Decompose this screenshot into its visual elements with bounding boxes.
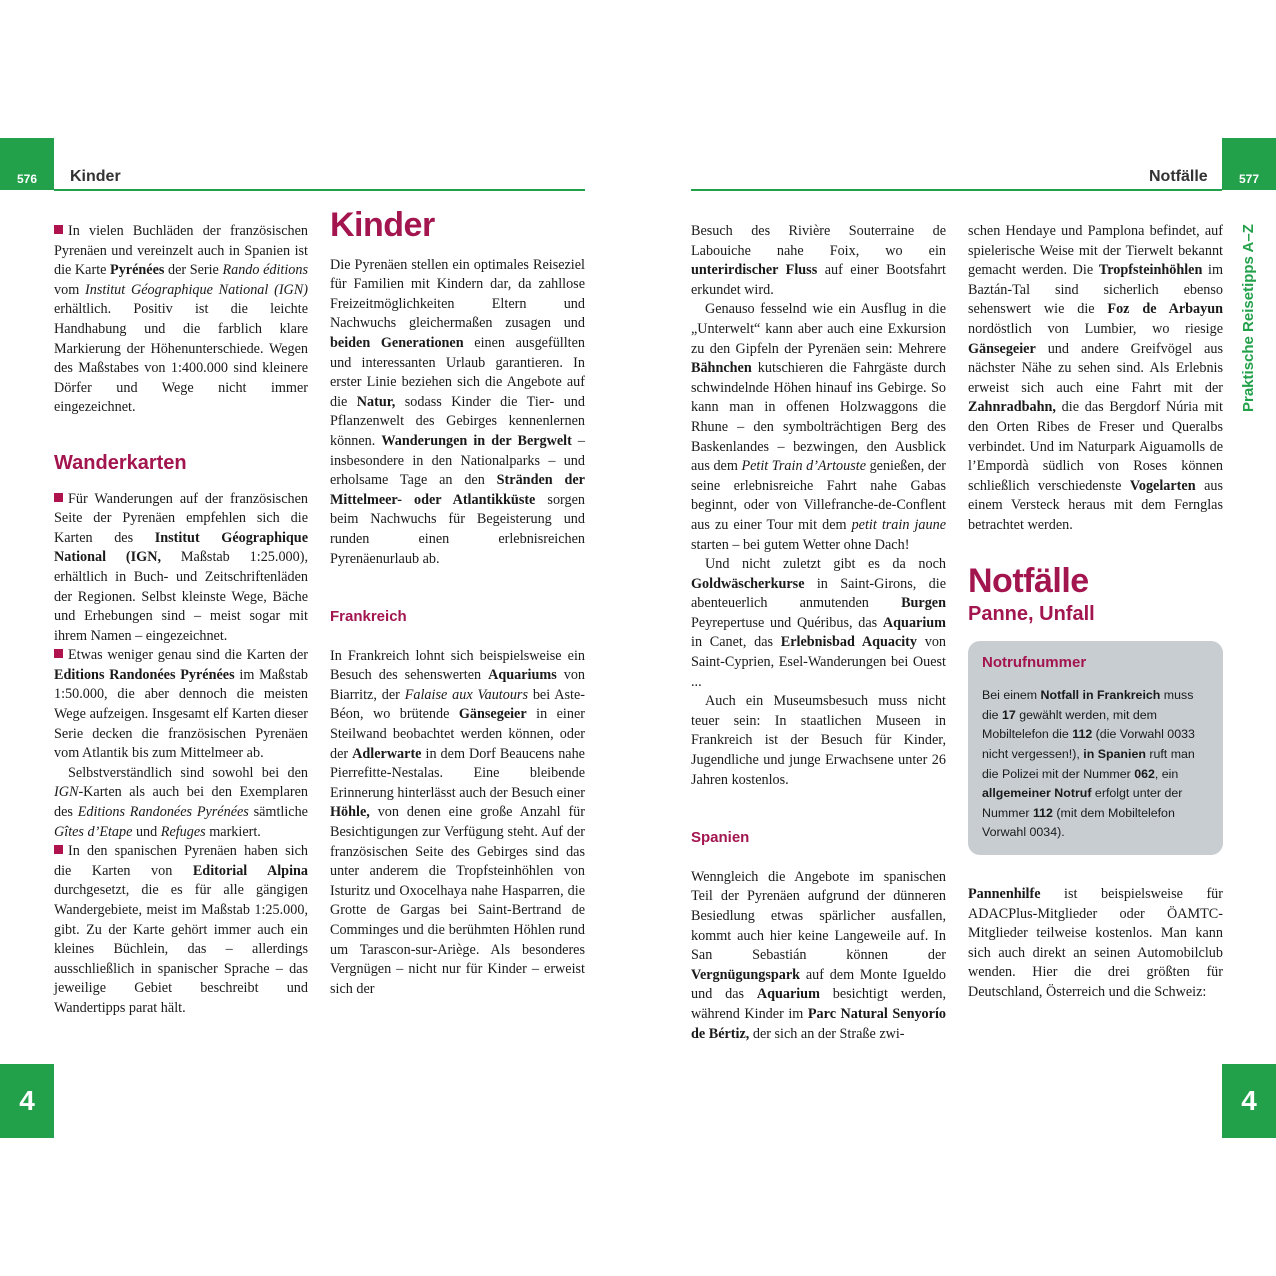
page-number-left <box>0 138 54 190</box>
paragraph: Die Pyrenäen stellen ein optimales Reiseziel für Familien mit Kindern dar, da zahllose Freizeitmöglichkeiten Eltern und Nachwuchs gleichermaßen zusagen und beiden Generationen einen ausgefüllten und interessanten Urlaub garantieren. In erster Linie beziehen sich die Angebote auf die Natur, sodass Kinder die Tier- und Pflanzenwelt des Gebirges kennenlernen können. Wanderungen in der Bergwelt – insbesondere in den Nationalparks – und erholsame Tage an den Stränden der Mittelmeer- oder Atlantikküste sorgen beim Nachwuchs für Begeisterung und runden einen erlebnisreichen Pyrenäenurlaub ab. <box>330 256 585 567</box>
column-4 <box>968 222 1223 1003</box>
paragraph: In Frankreich lohnt sich beispielsweise ein Besuch des sehenswerten Aquariums von Biarritz, der Falaise aux Vautours bei Aste-Béon, wo brütende Gänsegeier in einer Steilwand beobachtet werden können, oder der Adlerwarte in dem Dorf Beaucens nahe Pierrefitte-Nestalas. Eine bleibende Erinnerung hinterlässt auch der Besuch einer Höhle, von denen eine große Anzahl für Besichtigungen zur Verfügung steht. Auf der französischen Seite des Gebirges sind das unter anderem die Tropfsteinhöhlen von Isturitz und Oxocelhaya nahe Hasparren, die Grotte de Gargas bei Saint-Bertrand de Comminges und die berühmten Höhlen rund um Tarascon-sur-Ariège. Als besonderes Vergnügen – nicht nur für Kinder – erweist sich der <box>330 647 586 997</box>
bullet-square-icon <box>54 845 63 854</box>
paragraph: Auch ein Museumsbesuch muss nicht teuer sein: In staatlichen Museen in Frankreich ist der Besuch für Kinder, Jugendliche und junge Erwachsene unter 26 Jahren kostenlos. <box>691 693 946 788</box>
paragraph: Selbstverständlich sind sowohl bei den IGN-Karten als auch bei den Exemplaren des Editions Randonées Pyrénées sämtliche Gîtes d’Etape und Refuges markiert. <box>54 764 308 840</box>
header-rule-right <box>691 189 1222 191</box>
header-rule-left <box>54 189 585 191</box>
info-box-notrufnummer <box>968 641 1223 855</box>
paragraph: In den spanischen Pyrenäen haben sich die Karten von Editorial Alpina durchgesetzt, die es für alle gängigen Wandergebiete, meist im Maßstab 1:25.000, gibt. Zu der Karte gehört immer auch ein kleines Büchlein, das – allerdings ausschließlich in spanischer Sprache – das jeweilige Gebiet beschreibt und Wandertipps parat hält. <box>54 843 308 1016</box>
chapter-tab-right <box>1222 1064 1276 1138</box>
bullet-square-icon <box>54 493 63 502</box>
chapter-title-kinder: Kinder <box>330 206 435 244</box>
chapter-tab-left-text: 4 <box>19 1085 35 1116</box>
page-number-left-text: 576 <box>16 172 38 186</box>
side-tab-praktische-reisetipps: Praktische Reisetipps A–Z <box>1240 224 1257 412</box>
heading-wanderkarten: Wanderkarten <box>54 451 187 474</box>
paragraph: Und nicht zuletzt gibt es da noch Goldwäscherkurse in Saint-Girons, die abenteuerlich anmutenden Burgen Peyrepertuse und Quéribus, das Aquarium in Canet, das Erlebnisbad Aquacity von Saint-Cyprien, Esel-Wanderungen bei Ouest ... <box>691 556 947 690</box>
bullet-square-icon <box>54 225 63 234</box>
paragraph: Genauso fesselnd wie ein Ausflug in die „Unterwelt“ kann aber auch eine Exkursion zu den Gipfeln der Pyrenäen sein: Mehrere Bähnchen kutschieren die Fahrgäste durch schwindelnde Höhen hinauf ins Gebirge. So kann man in offenen Holzwaggons die Rhune – den symbolträchtigen Berg des Baskenlandes – bezwingen, den Ausblick aus dem Petit Train d’Artouste genießen, der seine erlebnisreiche Fahrt nahe Gabas beginnt, oder von Villefranche-de-Conflent aus zu einer Tour mit dem petit train jaune starten – bei gutem Wetter ohne Dach! <box>691 301 946 553</box>
bullet-square-icon <box>54 649 63 658</box>
paragraph: Besuch des Rivière Souterraine de Labouiche nahe Foix, wo ein unterirdischer Fluss auf einer Bootsfahrt erkundet wird. <box>691 223 946 298</box>
column-1 <box>54 222 308 1019</box>
chapter-tab-right-text: 4 <box>1241 1085 1257 1116</box>
heading-panne-unfall: Panne, Unfall <box>968 603 1095 626</box>
chapter-tab-left <box>0 1064 54 1138</box>
paragraph: Wenngleich die Angebote im spanischen Teil der Pyrenäen aufgrund der dünneren Besiedlung etwas spärlicher ausfallen, kommt auch hier keine Langeweile auf. In San Sebastián können der Vergnügungspark auf dem Monte Igueldo und das Aquarium besichtigt werden, während Kinder im Parc Natural Senyorío de Bértiz, der sich an der Straße zwi- <box>691 868 946 1042</box>
info-box-title: Notrufnummer <box>982 653 1087 671</box>
page-number-right-text: 577 <box>1238 172 1260 186</box>
paragraph: In vielen Buchläden der französischen Pyrenäen und vereinzelt auch in Spanien ist die Karte Pyrénées der Serie Rando éditions vom Institut Géographique National (IGN) erhältlich. Positiv ist die leichte Handhabung und die farblich klare Markierung der Höhenunterschiede. Wegen des Maßstabes von 1:400.000 sind kleinere Dörfer und Wege nicht immer eingezeichnet. <box>54 223 309 416</box>
column-3 <box>691 222 946 1044</box>
paragraph: Etwas weniger genau sind die Karten der Editions Randonées Pyrénées im Maßstab 1:50.000, die aber dennoch die meisten Wege aufzeigen. Insgesamt elf Karten dieser Serie decken die französischen Pyrenäen vom Atlantik bis zum Mittelmeer ab. <box>54 647 309 762</box>
column-2 <box>330 206 586 999</box>
page-number-right <box>1222 138 1276 190</box>
paragraph: schen Hendaye und Pamplona befindet, auf spielerische Weise mit der Tierwelt bekannt gemacht werden. Die Tropfsteinhöhlen im Baztán-Tal sind sicherlich ebenso sehenswert wie die Foz de Arbayun nordöstlich von Lumbier, wo riesige Gänsegeier und andere Greifvögel aus nächster Nähe zu sehen sind. Als Erlebnis erweist sich auch eine Fahrt mit der Zahnradbahn, die das Bergdorf Núria mit den Orten Ribes de Freser und Queralbs verbindet. Und im Naturpark Aiguamolls de l’Empordà südlich von Roses können schließlich verschiedenste Vogelarten aus einem Versteck heraus mit dem Fernglas betrachtet werden. <box>968 223 1223 533</box>
subheading-spanien: Spanien <box>691 829 750 847</box>
chapter-title-notfaelle: Notfälle <box>968 561 1089 600</box>
subheading-frankreich: Frankreich <box>330 608 407 626</box>
info-box-text: Bei einem Notfall in Frankreich muss die 17 gewählt werden, mit dem Mobiltelefon die 112 (die Vorwahl 0033 nicht vergessen!), in Spanien ruft man die Polizei mit der Nummer 062, ein allgemeiner Notruf erfolgt unter der Nummer 112 (mit dem Mobiltelefon Vorwahl 0034). <box>982 688 1195 840</box>
running-head-right: Notfälle <box>1149 168 1208 185</box>
paragraph: Pannenhilfe ist beispielsweise für ADACPlus-Mitglieder oder ÖAMTC-Mitglieder teilweise kostenlos. Man kann sich auch direkt an seinen Automobilclub wenden. Hier die drei größten für Deutschland, Österreich und die Schweiz: <box>968 886 1223 1000</box>
running-head-left: Kinder <box>70 168 121 185</box>
paragraph: Für Wanderungen auf der französischen Seite der Pyrenäen empfehlen sich die Karten des Institut Géographique National (IGN, Maßstab 1:25.000), erhältlich in Buch- und Zeitschriftenläden der Regionen. Selbst kleinste Wege, Bäche und Erhebungen sind – meist sogar mit ihrem Namen – eingezeichnet. <box>54 490 308 644</box>
